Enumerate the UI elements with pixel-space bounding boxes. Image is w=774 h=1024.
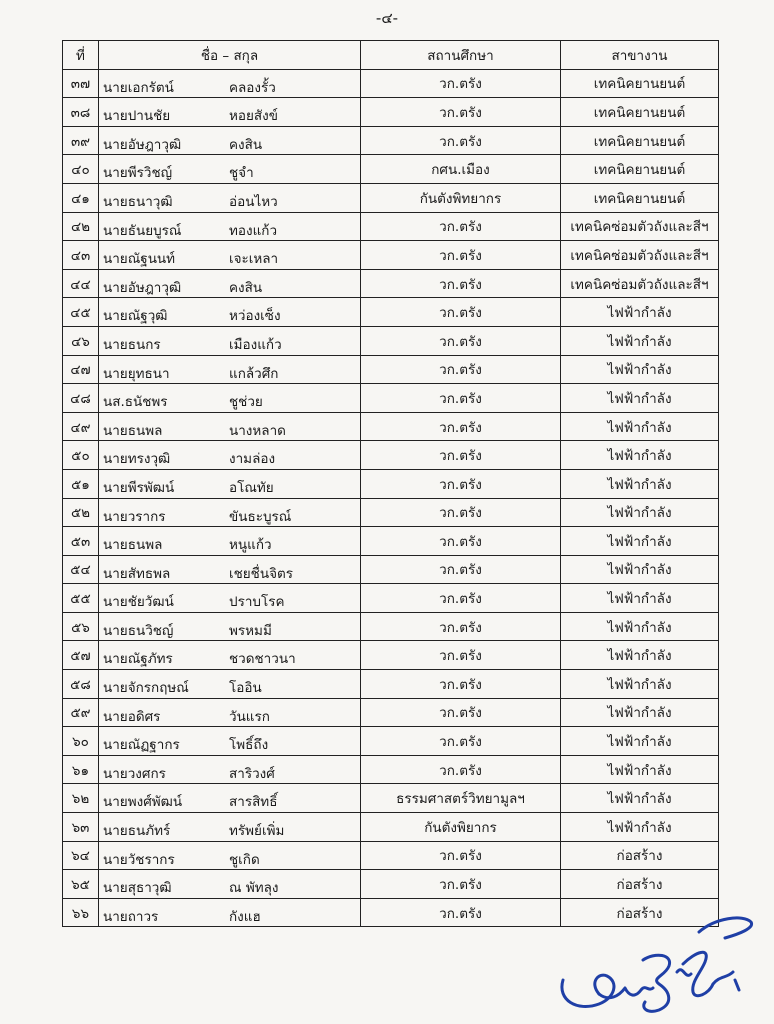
school-cell: วก.ตรัง xyxy=(361,841,561,870)
department-cell: ก่อสร้าง xyxy=(561,870,719,899)
last-name: อ่อนไหว xyxy=(229,193,278,210)
school-cell: กันตังพิทยากร xyxy=(361,183,561,212)
table-row xyxy=(63,326,719,355)
row-number: ๕๖ xyxy=(63,612,99,641)
student-roster-table xyxy=(62,40,719,927)
full-name-cell xyxy=(99,269,361,298)
department-cell: ไฟฟ้ากำลัง xyxy=(561,441,719,470)
first-name: นายณัฏฐากร xyxy=(103,737,180,754)
full-name-cell xyxy=(99,498,361,527)
table-row xyxy=(63,412,719,441)
table-row xyxy=(63,555,719,584)
last-name: คลองรั้ว xyxy=(229,79,276,96)
row-number: ๔๒ xyxy=(63,212,99,241)
school-cell: วก.ตรัง xyxy=(361,641,561,670)
last-name: ปราบโรค xyxy=(229,594,285,611)
department-cell: ไฟฟ้ากำลัง xyxy=(561,784,719,813)
last-name: กังแฮ xyxy=(229,908,261,925)
first-name: นายธนกร xyxy=(103,336,161,353)
first-name: นายธนพล xyxy=(103,537,163,554)
first-name: นายชัยวัฒน์ xyxy=(103,594,174,611)
first-name: นายณัฐนนท์ xyxy=(103,251,176,268)
last-name: ทองแก้ว xyxy=(229,222,278,239)
first-name: นายถาวร xyxy=(103,908,159,925)
row-number: ๔๔ xyxy=(63,269,99,298)
first-name: นายอัษฎาวุฒิ xyxy=(103,136,182,153)
row-number: ๖๕ xyxy=(63,870,99,899)
last-name: สารสิทธิ์ xyxy=(229,794,278,811)
school-cell: วก.ตรัง xyxy=(361,269,561,298)
table-row xyxy=(63,355,719,384)
row-number: ๓๘ xyxy=(63,98,99,127)
full-name-cell xyxy=(99,555,361,584)
last-name: แกล้วศึก xyxy=(229,365,279,382)
first-name: นส.ธนัชพร xyxy=(103,394,168,411)
first-name: นายพีรพัฒน์ xyxy=(103,479,175,496)
last-name: เชยชื่นจิตร xyxy=(229,565,294,582)
last-name: ชูช่วย xyxy=(229,394,263,411)
full-name-cell xyxy=(99,98,361,127)
last-name: คงสิน xyxy=(229,136,263,153)
table-header-row xyxy=(63,41,719,70)
first-name: นายยุทธนา xyxy=(103,365,170,382)
table-row xyxy=(63,527,719,556)
department-cell: ไฟฟ้ากำลัง xyxy=(561,384,719,413)
last-name: ชูจำ xyxy=(229,165,254,182)
full-name-cell xyxy=(99,755,361,784)
first-name: นายพีรวิชญ์ xyxy=(103,165,173,182)
row-number: ๖๔ xyxy=(63,841,99,870)
full-name-cell xyxy=(99,355,361,384)
row-number: ๔๕ xyxy=(63,298,99,327)
school-cell: วก.ตรัง xyxy=(361,898,561,927)
department-cell: ก่อสร้าง xyxy=(561,898,719,927)
row-number: ๕๕ xyxy=(63,584,99,613)
table-row xyxy=(63,183,719,212)
full-name-cell xyxy=(99,784,361,813)
school-cell: วก.ตรัง xyxy=(361,670,561,699)
first-name: นายทรงวุฒิ xyxy=(103,451,171,468)
last-name: ชูเกิด xyxy=(229,851,260,868)
table-row xyxy=(63,584,719,613)
first-name: นายธนาวุฒิ xyxy=(103,193,173,210)
full-name-cell xyxy=(99,212,361,241)
header-no: ที่ xyxy=(63,41,99,70)
first-name: นายธนวิชญ์ xyxy=(103,622,174,639)
department-cell: ก่อสร้าง xyxy=(561,841,719,870)
row-number: ๖๑ xyxy=(63,755,99,784)
school-cell: วก.ตรัง xyxy=(361,755,561,784)
header-dept: สาขางาน xyxy=(561,41,719,70)
full-name-cell xyxy=(99,469,361,498)
full-name-cell xyxy=(99,670,361,699)
department-cell: ไฟฟ้ากำลัง xyxy=(561,698,719,727)
full-name-cell xyxy=(99,870,361,899)
department-cell: ไฟฟ้ากำลัง xyxy=(561,326,719,355)
first-name: นายจักรกฤษณ์ xyxy=(103,680,189,697)
table-row xyxy=(63,698,719,727)
school-cell: วก.ตรัง xyxy=(361,69,561,98)
department-cell: เทคนิคยานยนต์ xyxy=(561,183,719,212)
last-name: เจะเหลา xyxy=(229,251,279,268)
row-number: ๔๘ xyxy=(63,384,99,413)
full-name-cell xyxy=(99,155,361,184)
row-number: ๕๗ xyxy=(63,641,99,670)
last-name: ชวดชาวนา xyxy=(229,651,296,668)
department-cell: เทคนิคซ่อมตัวถังและสีฯ xyxy=(561,269,719,298)
row-number: ๕๘ xyxy=(63,670,99,699)
signature xyxy=(555,912,755,1017)
table-row xyxy=(63,126,719,155)
department-cell: ไฟฟ้ากำลัง xyxy=(561,412,719,441)
department-cell: ไฟฟ้ากำลัง xyxy=(561,298,719,327)
first-name: นายธนพล xyxy=(103,422,163,439)
last-name: ขันธะบูรณ์ xyxy=(229,508,292,525)
header-school: สถานศึกษา xyxy=(361,41,561,70)
school-cell: วก.ตรัง xyxy=(361,612,561,641)
row-number: ๖๒ xyxy=(63,784,99,813)
full-name-cell xyxy=(99,384,361,413)
school-cell: วก.ตรัง xyxy=(361,412,561,441)
department-cell: ไฟฟ้ากำลัง xyxy=(561,641,719,670)
last-name: คงสิน xyxy=(229,279,263,296)
department-cell: เทคนิคซ่อมตัวถังและสีฯ xyxy=(561,241,719,270)
full-name-cell xyxy=(99,612,361,641)
table-row xyxy=(63,841,719,870)
first-name: นายวัชรากร xyxy=(103,851,175,868)
table-row xyxy=(63,784,719,813)
table-row xyxy=(63,98,719,127)
full-name-cell xyxy=(99,183,361,212)
first-name: นายธันยบูรณ์ xyxy=(103,222,182,239)
table-row xyxy=(63,612,719,641)
school-cell: วก.ตรัง xyxy=(361,298,561,327)
table-row xyxy=(63,269,719,298)
school-cell: วก.ตรัง xyxy=(361,355,561,384)
row-number: ๓๗ xyxy=(63,69,99,98)
last-name: โออิน xyxy=(229,680,262,697)
full-name-cell xyxy=(99,898,361,927)
last-name: นางหลาด xyxy=(229,422,286,439)
last-name: โพธิ์ถึง xyxy=(229,737,269,754)
department-cell: ไฟฟ้ากำลัง xyxy=(561,527,719,556)
first-name: นายณัฐภัทร xyxy=(103,651,173,668)
table-row xyxy=(63,241,719,270)
department-cell: ไฟฟ้ากำลัง xyxy=(561,469,719,498)
table-row xyxy=(63,813,719,842)
school-cell: วก.ตรัง xyxy=(361,498,561,527)
row-number: ๕๓ xyxy=(63,527,99,556)
row-number: ๖๖ xyxy=(63,898,99,927)
school-cell: วก.ตรัง xyxy=(361,384,561,413)
full-name-cell xyxy=(99,841,361,870)
last-name: อโณทัย xyxy=(229,479,274,496)
row-number: ๔๑ xyxy=(63,183,99,212)
table-row xyxy=(63,441,719,470)
department-cell: ไฟฟ้ากำลัง xyxy=(561,555,719,584)
row-number: ๕๐ xyxy=(63,441,99,470)
department-cell: เทคนิคซ่อมตัวถังและสีฯ xyxy=(561,212,719,241)
last-name: หอยสังข์ xyxy=(229,108,278,125)
department-cell: เทคนิคยานยนต์ xyxy=(561,69,719,98)
school-cell: วก.ตรัง xyxy=(361,698,561,727)
table-row xyxy=(63,727,719,756)
full-name-cell xyxy=(99,698,361,727)
last-name: เมืองแก้ว xyxy=(229,336,282,353)
school-cell: วก.ตรัง xyxy=(361,555,561,584)
full-name-cell xyxy=(99,298,361,327)
last-name: หว่องเซ็ง xyxy=(229,308,281,325)
first-name: นายวงศกร xyxy=(103,765,166,782)
last-name: ณ พัทลุง xyxy=(229,880,279,897)
school-cell: ธรรมศาสตร์วิทยามูลฯ xyxy=(361,784,561,813)
row-number: ๔๐ xyxy=(63,155,99,184)
department-cell: เทคนิคยานยนต์ xyxy=(561,155,719,184)
first-name: นายณัฐวุฒิ xyxy=(103,308,168,325)
last-name: วันแรก xyxy=(229,708,270,725)
school-cell: วก.ตรัง xyxy=(361,527,561,556)
table-row xyxy=(63,69,719,98)
department-cell: ไฟฟ้ากำลัง xyxy=(561,670,719,699)
row-number: ๓๙ xyxy=(63,126,99,155)
table-row xyxy=(63,870,719,899)
school-cell: วก.ตรัง xyxy=(361,870,561,899)
department-cell: เทคนิคยานยนต์ xyxy=(561,126,719,155)
row-number: ๕๙ xyxy=(63,698,99,727)
row-number: ๕๔ xyxy=(63,555,99,584)
row-number: ๖๐ xyxy=(63,727,99,756)
row-number: ๔๗ xyxy=(63,355,99,384)
table-row xyxy=(63,155,719,184)
department-cell: ไฟฟ้ากำลัง xyxy=(561,813,719,842)
first-name: นายสุธาวุฒิ xyxy=(103,880,172,897)
school-cell: วก.ตรัง xyxy=(361,98,561,127)
school-cell: กศน.เมือง xyxy=(361,155,561,184)
school-cell: วก.ตรัง xyxy=(361,326,561,355)
first-name: นายอดิศร xyxy=(103,708,161,725)
table-row xyxy=(63,498,719,527)
school-cell: วก.ตรัง xyxy=(361,441,561,470)
table-row xyxy=(63,298,719,327)
table-body xyxy=(63,69,719,927)
first-name: นายธนภัทร์ xyxy=(103,823,171,840)
header-name: ชื่อ – สกุล xyxy=(99,41,361,70)
department-cell: เทคนิคยานยนต์ xyxy=(561,98,719,127)
full-name-cell xyxy=(99,326,361,355)
full-name-cell xyxy=(99,412,361,441)
table-row xyxy=(63,469,719,498)
first-name: นายปานชัย xyxy=(103,108,171,125)
school-cell: วก.ตรัง xyxy=(361,241,561,270)
last-name: พรหมมี xyxy=(229,622,272,639)
school-cell: วก.ตรัง xyxy=(361,126,561,155)
row-number: ๔๓ xyxy=(63,241,99,270)
full-name-cell xyxy=(99,813,361,842)
first-name: นายวรากร xyxy=(103,508,166,525)
table-row xyxy=(63,641,719,670)
full-name-cell xyxy=(99,441,361,470)
last-name: หนูแก้ว xyxy=(229,537,272,554)
table-row xyxy=(63,384,719,413)
table-row xyxy=(63,212,719,241)
department-cell: ไฟฟ้ากำลัง xyxy=(561,612,719,641)
school-cell: วก.ตรัง xyxy=(361,727,561,756)
department-cell: ไฟฟ้ากำลัง xyxy=(561,755,719,784)
department-cell: ไฟฟ้ากำลัง xyxy=(561,584,719,613)
first-name: นายอัษฎาวุฒิ xyxy=(103,279,182,296)
first-name: นายเอกรัตน์ xyxy=(103,79,174,96)
full-name-cell xyxy=(99,727,361,756)
department-cell: ไฟฟ้ากำลัง xyxy=(561,727,719,756)
department-cell: ไฟฟ้ากำลัง xyxy=(561,498,719,527)
last-name: สาริวงศ์ xyxy=(229,765,275,782)
row-number: ๔๖ xyxy=(63,326,99,355)
school-cell: วก.ตรัง xyxy=(361,212,561,241)
school-cell: วก.ตรัง xyxy=(361,584,561,613)
department-cell: ไฟฟ้ากำลัง xyxy=(561,355,719,384)
full-name-cell xyxy=(99,69,361,98)
first-name: นายสัทธพล xyxy=(103,565,171,582)
last-name: งามล่อง xyxy=(229,451,276,468)
row-number: ๕๒ xyxy=(63,498,99,527)
full-name-cell xyxy=(99,527,361,556)
first-name: นายพงศ์พัฒน์ xyxy=(103,794,183,811)
row-number: ๔๙ xyxy=(63,412,99,441)
page-number: -๔- xyxy=(375,9,399,27)
row-number: ๕๑ xyxy=(63,469,99,498)
school-cell: วก.ตรัง xyxy=(361,469,561,498)
full-name-cell xyxy=(99,584,361,613)
school-cell: กันตังพิยากร xyxy=(361,813,561,842)
table-row xyxy=(63,670,719,699)
row-number: ๖๓ xyxy=(63,813,99,842)
full-name-cell xyxy=(99,126,361,155)
full-name-cell xyxy=(99,641,361,670)
table-row xyxy=(63,755,719,784)
full-name-cell xyxy=(99,241,361,270)
last-name: ทรัพย์เพิ่ม xyxy=(229,823,285,840)
